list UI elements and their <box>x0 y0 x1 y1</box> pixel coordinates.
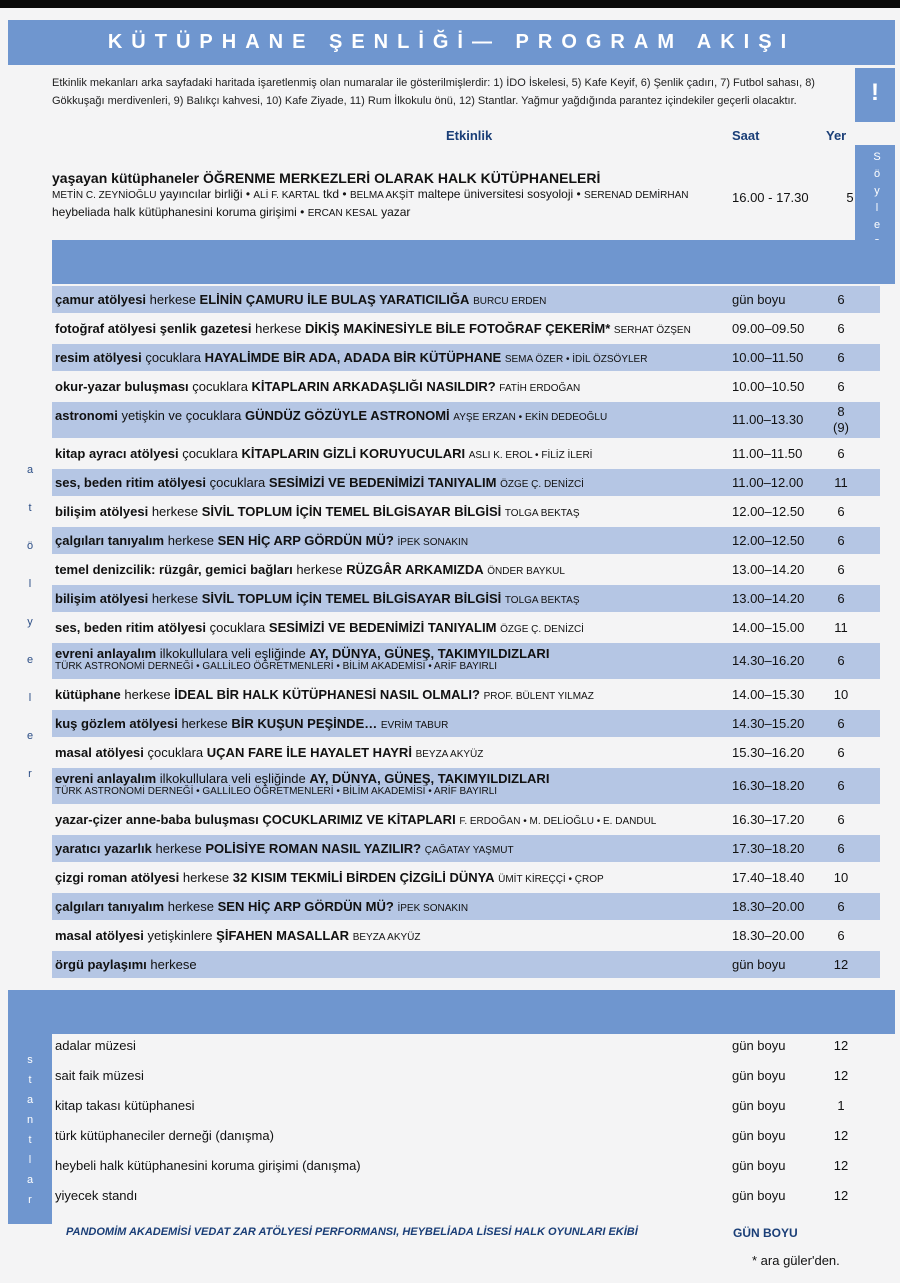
location-cell: 6 <box>837 350 845 365</box>
stand-name: sait faik müzesi <box>55 1068 144 1083</box>
audience: ilkokullulara veli eşliğinde <box>159 646 306 661</box>
activity-cell <box>55 562 725 577</box>
activity-cell <box>55 620 725 635</box>
stand-name: yiyecek standı <box>55 1188 138 1203</box>
audience: çocuklara <box>182 446 238 461</box>
side-label-atolyeler <box>8 284 52 991</box>
table-row <box>52 806 880 833</box>
location-cell: 6 <box>837 533 845 548</box>
audience: çocuklara <box>209 475 266 490</box>
side-letter: n <box>26 1114 34 1126</box>
performance-time: GÜN BOYU <box>733 1226 798 1240</box>
activity-type: ses, beden ritim atölyesi <box>55 475 207 490</box>
activity-type: çizgi roman atölyesi <box>55 870 180 885</box>
stand-row <box>52 1126 880 1156</box>
time-cell: 10.00–11.50 <box>732 350 804 365</box>
facilitator: PROF. BÜLENT YILMAZ <box>483 691 594 702</box>
audience: herkese <box>151 591 199 606</box>
activity-cell <box>55 504 725 519</box>
activity-title: KİTAPLARIN GİZLİ KORUYUCULARI <box>241 446 466 461</box>
stand-location: 12 <box>833 1068 849 1083</box>
side-letter: e <box>873 219 881 231</box>
activity-title: HAYALİMDE BİR ADA, ADADA BİR KÜTÜPHANE <box>204 350 502 365</box>
stand-name: heybeli halk kütüphanesini koruma girişimi (danışma) <box>55 1158 361 1173</box>
stand-time: gün boyu <box>732 1068 786 1083</box>
time-cell: 13.00–14.20 <box>732 591 805 606</box>
time-cell: 14.30–16.20 <box>732 653 805 668</box>
facilitator: İPEK SONAKIN <box>397 903 469 914</box>
side-letter: ö <box>873 168 881 180</box>
activity-cell <box>55 928 725 943</box>
section-divider <box>8 990 895 1034</box>
activity-cell <box>55 646 725 672</box>
stand-name: türk kütüphaneciler derneği (danışma) <box>55 1128 274 1143</box>
side-letter: e <box>26 730 34 742</box>
location-cell: 6 <box>837 812 845 827</box>
activity-cell <box>55 475 725 490</box>
activity-cell <box>55 957 725 972</box>
activity-type: çalgıları tanıyalım <box>55 533 165 548</box>
audience: yetişkinlere <box>147 928 213 943</box>
time-cell: 11.00–13.30 <box>732 412 804 427</box>
activity-title: SİVİL TOPLUM İÇİN TEMEL BİLGİSAYAR BİLGİSİ <box>201 591 502 606</box>
location-cell: 11 <box>834 620 848 635</box>
activity-type: temel denizcilik: rüzgâr, gemici bağları <box>55 562 293 577</box>
activity-title: SEN HİÇ ARP GÖRDÜN MÜ? <box>217 533 394 548</box>
audience: herkese <box>124 687 171 702</box>
page-title: KÜTÜPHANE ŞENLİĞİ— PROGRAM AKIŞI <box>8 20 895 65</box>
activity-title: ŞİFAHEN MASALLAR <box>216 928 350 943</box>
time-cell: 18.30–20.00 <box>732 899 805 914</box>
time-cell: 13.00–14.20 <box>732 562 805 577</box>
table-row <box>52 286 880 313</box>
audience: herkese <box>151 504 199 519</box>
audience: herkese <box>149 292 196 307</box>
stand-location: 12 <box>833 1188 849 1203</box>
audience: herkese <box>255 321 302 336</box>
activity-cell <box>55 841 725 856</box>
activity-cell <box>55 321 725 336</box>
time-cell: gün boyu <box>732 292 786 307</box>
time-cell: 18.30–20.00 <box>732 928 805 943</box>
table-row <box>52 498 880 525</box>
speaker-name: ALİ F. KARTAL <box>253 190 320 201</box>
speaker-role: yayıncılar birliği • <box>159 187 251 201</box>
activity-cell <box>55 350 725 365</box>
speaker-role: tkd • <box>323 187 347 201</box>
activity-title: KİTAPLARIN ARKADAŞLIĞI NASILDIR? <box>251 379 496 394</box>
audience: herkese <box>296 562 343 577</box>
activity-type: fotoğraf atölyesi şenlik gazetesi <box>55 321 252 336</box>
activity-title: AY, DÜNYA, GÜNEŞ, TAKIMYILDIZLARI <box>309 771 550 786</box>
audience: herkese <box>155 841 202 856</box>
activity-title: BİR KUŞUN PEŞİNDE… <box>231 716 378 731</box>
stand-time: gün boyu <box>732 1128 786 1143</box>
stand-location: 1 <box>837 1098 845 1113</box>
audience: çocuklara <box>145 350 201 365</box>
activity-title: POLİSİYE ROMAN NASIL YAZILIR? <box>205 841 422 856</box>
location-cell: 6 <box>837 591 845 606</box>
audience: çocuklara <box>147 745 204 760</box>
time-cell: 17.30–18.20 <box>732 841 805 856</box>
time-cell: 14.30–15.20 <box>732 716 805 731</box>
facilitator: TOLGA BEKTAŞ <box>504 595 580 606</box>
table-row <box>52 614 880 641</box>
time-cell: 11.00–11.50 <box>732 446 803 461</box>
featured-title <box>52 170 852 186</box>
audience: herkese <box>181 716 228 731</box>
activity-title: AY, DÜNYA, GÜNEŞ, TAKIMYILDIZLARI <box>309 646 550 661</box>
side-letter: S <box>873 151 881 163</box>
facilitator: BEYZA AKYÜZ <box>352 932 421 943</box>
stand-name: kitap takası kütüphanesi <box>55 1098 195 1113</box>
activity-type: çamur atölyesi <box>55 292 147 307</box>
location-cell: 6 <box>837 745 845 760</box>
stand-name: adalar müzesi <box>55 1038 136 1053</box>
time-cell: 12.00–12.50 <box>732 504 805 519</box>
activity-title: DİKİŞ MAKİNESİYLE BİLE FOTOĞRAF ÇEKERİM* <box>305 321 611 336</box>
location-cell: 6 <box>837 504 845 519</box>
activity-cell <box>55 687 725 702</box>
facilitator: AYŞE ERZAN • EKİN DEDEOĞLU <box>453 412 608 423</box>
activity-type: masal atölyesi <box>55 928 144 943</box>
time-cell: 17.40–18.40 <box>732 870 805 885</box>
speaker-role: yazar <box>381 205 411 219</box>
facilitator: ÖNDER BAYKUL <box>487 566 565 577</box>
activity-title: SESİMİZİ VE BEDENİMİZİ TANIYALIM <box>268 620 497 635</box>
side-letter: t <box>28 502 32 514</box>
activity-title: ELİNİN ÇAMURU İLE BULAŞ YARATICILIĞA <box>199 292 470 307</box>
stand-location: 12 <box>833 1158 849 1173</box>
facilitator: ÜMİT KİREÇÇİ • ÇROP <box>498 874 604 885</box>
stand-row <box>52 1156 880 1186</box>
location-cell: 6 <box>837 379 845 394</box>
audience: yetişkin ve çocuklara <box>121 408 242 423</box>
activity-title: GÜNDÜZ GÖZÜYLE ASTRONOMİ <box>245 408 450 423</box>
location-cell: 6 <box>837 446 845 461</box>
speaker-name: METİN C. ZEYNİOĞLU <box>52 190 157 201</box>
audience: çocuklara <box>209 620 266 635</box>
side-letter: a <box>26 1174 34 1186</box>
time-cell: 10.00–10.50 <box>732 379 805 394</box>
activity-type: resim atölyesi <box>55 350 142 365</box>
stand-row <box>52 1066 880 1096</box>
activity-type: evreni anlayalım <box>55 771 157 786</box>
speaker-role: maltepe üniversitesi sosyoloji • <box>417 187 581 201</box>
location-cell: 6 <box>837 653 845 668</box>
audience: ilkokullulara veli eşliğinde <box>159 771 306 786</box>
audience: herkese <box>182 870 230 885</box>
activity-cell <box>55 446 725 461</box>
location-cell: 6 <box>837 899 845 914</box>
activity-title: SİVİL TOPLUM İÇİN TEMEL BİLGİSAYAR BİLGİSİ <box>201 504 502 519</box>
activity-title: UÇAN FARE İLE HAYALET HAYRİ <box>206 745 412 760</box>
table-row <box>52 402 880 438</box>
activity-type: kuş gözlem atölyesi <box>55 716 178 731</box>
stand-location: 12 <box>833 1038 849 1053</box>
activity-type: yazar-çizer anne-baba buluşması <box>55 812 259 827</box>
facilitator: BEYZA AKYÜZ <box>415 749 484 760</box>
featured-speakers <box>52 186 732 222</box>
activity-type: kitap ayracı atölyesi <box>55 446 179 461</box>
facilitator: ÖZGE Ç. DENİZCİ <box>500 624 584 635</box>
side-letter: y <box>874 185 880 197</box>
activity-cell <box>55 745 725 760</box>
performance-note: PANDOMİM AKADEMİSİ VEDAT ZAR ATÖLYESİ PERFORMANSI, HEYBELİADA LİSESİ HALK OYUNLARI EKİBİ <box>66 1226 638 1238</box>
column-header-time: Saat <box>732 128 760 143</box>
activity-type: çalgıları tanıyalım <box>55 899 165 914</box>
side-letter: a <box>26 464 34 476</box>
activity-type: astronomi <box>55 408 118 423</box>
table-row <box>52 710 880 737</box>
facilitator: F. ERDOĞAN • M. DELİOĞLU • E. DANDUL <box>459 816 657 827</box>
photo-credit: * ara güler'den. <box>752 1253 840 1268</box>
activity-cell <box>55 591 725 606</box>
activity-cell <box>55 899 725 914</box>
exclamation-badge: ! <box>855 68 895 122</box>
facilitator: ÇAĞATAY YAŞMUT <box>424 845 514 856</box>
activity-type: ses, beden ritim atölyesi <box>55 620 207 635</box>
section-divider <box>52 240 895 284</box>
facilitator: TOLGA BEKTAŞ <box>504 508 580 519</box>
time-cell: 14.00–15.00 <box>732 620 805 635</box>
facilitator: ÖZGE Ç. DENİZCİ <box>500 479 584 490</box>
side-letter: l <box>28 692 32 704</box>
location-cell: 11 <box>834 475 848 490</box>
location-cell: 6 <box>837 778 845 793</box>
facilitator: BURCU ERDEN <box>473 296 547 307</box>
speaker-name: SERENAD DEMİRHAN <box>584 190 689 201</box>
activity-cell <box>55 771 725 797</box>
activity-cell <box>55 870 725 885</box>
activity-cell <box>55 533 725 548</box>
activity-type: bilişim atölyesi <box>55 591 149 606</box>
time-cell: 16.30–17.20 <box>732 812 805 827</box>
side-letter: y <box>27 616 33 628</box>
side-letter: a <box>26 1094 34 1106</box>
stand-row <box>52 1186 880 1216</box>
location-cell: 10 <box>833 870 849 885</box>
facilitator: SEMA ÖZER • İDİL ÖZSÖYLER <box>504 354 648 365</box>
venue-note: Etkinlik mekanları arka sayfadaki haritada işaretlenmiş olan numaralar ile gösterilmişlerdir: 1) İDO İskelesi, 5) Kafe Keyif, 6) Şenlik çadırı, 7) Futbol sahası, 8) Gökkuşağı merdivenleri, 9) Balıkçı kahvesi, 10) Kafe Ziyade, 11) Rum İlkokulu önü, 12) Stantlar. Yağmur yağdığında parantez içindekiler geçerli olacaktır. <box>52 77 815 107</box>
activity-cell <box>55 292 725 307</box>
facilitator: EVRİM TABUR <box>380 720 449 731</box>
activity-title: SEN HİÇ ARP GÖRDÜN MÜ? <box>217 899 394 914</box>
location-cell: 6 <box>837 716 845 731</box>
location-cell: 10 <box>833 687 849 702</box>
table-row <box>52 527 880 554</box>
stand-time: gün boyu <box>732 1098 786 1113</box>
stand-list <box>52 1036 880 1216</box>
audience: çocuklara <box>192 379 248 394</box>
side-letter: l <box>28 1154 32 1166</box>
location-cell: 12 <box>833 957 849 972</box>
activity-type: yaratıcı yazarlık <box>55 841 152 856</box>
time-cell: gün boyu <box>732 957 786 972</box>
table-row <box>52 739 880 766</box>
side-letter: r <box>28 1194 32 1206</box>
featured-title-lower: yaşayan kütüphaneler <box>52 170 200 186</box>
facilitator-group: TÜRK ASTRONOMİ DERNEĞİ • GALLİLEO ÖĞRETMENLERİ • BİLİM AKADEMİSİ • ARİF BAYIRLI <box>55 786 498 797</box>
side-letter: s <box>27 1054 33 1066</box>
top-border <box>0 0 900 8</box>
location-cell: 8 <box>837 404 845 419</box>
location-cell: 6 <box>837 562 845 577</box>
activity-title: SESİMİZİ VE BEDENİMİZİ TANIYALIM <box>268 475 497 490</box>
table-row <box>52 893 880 920</box>
column-header-activity: Etkinlik <box>446 128 493 143</box>
audience: herkese <box>150 957 197 972</box>
featured-location: 5 <box>846 190 854 205</box>
time-cell: 11.00–12.00 <box>732 475 804 490</box>
side-letter: l <box>875 202 879 214</box>
time-cell: 15.30–16.20 <box>732 745 805 760</box>
audience: herkese <box>167 533 214 548</box>
table-row <box>52 315 880 342</box>
table-row <box>52 373 880 400</box>
activity-cell <box>55 379 725 394</box>
stand-time: gün boyu <box>732 1158 786 1173</box>
speaker-name: ERCAN KESAL <box>307 208 378 219</box>
activity-cell <box>55 812 725 827</box>
activity-title: ÇOCUKLARIMIZ VE KİTAPLARI <box>262 812 456 827</box>
location-cell: 6 <box>837 321 845 336</box>
stand-row <box>52 1036 880 1066</box>
table-row <box>52 585 880 612</box>
table-row <box>52 835 880 862</box>
stand-row <box>52 1096 880 1126</box>
column-header-location: Yer <box>826 128 847 143</box>
facilitator: İPEK SONAKIN <box>397 537 469 548</box>
side-letter: ö <box>26 540 34 552</box>
table-row <box>52 344 880 371</box>
time-cell: 14.00–15.30 <box>732 687 805 702</box>
activity-title: RÜZGÂR ARKAMIZDA <box>346 562 484 577</box>
featured-time: 16.00 - 17.30 <box>732 190 809 205</box>
location-cell: 6 <box>837 928 845 943</box>
stand-time: gün boyu <box>732 1038 786 1053</box>
workshop-list <box>52 286 880 980</box>
facilitator: ASLI K. EROL • FİLİZ İLERİ <box>468 450 593 461</box>
table-row <box>52 864 880 891</box>
table-row <box>52 681 880 708</box>
side-letter: t <box>28 1074 32 1086</box>
activity-type: bilişim atölyesi <box>55 504 149 519</box>
audience: herkese <box>167 899 214 914</box>
location-cell: 6 <box>837 841 845 856</box>
location-alt-cell: (9) <box>833 420 849 435</box>
stand-location: 12 <box>833 1128 849 1143</box>
featured-title-upper: ÖĞRENME MERKEZLERİ OLARAK HALK KÜTÜPHANELERİ <box>202 170 601 186</box>
table-row <box>52 922 880 949</box>
stand-time: gün boyu <box>732 1188 786 1203</box>
activity-title: İDEAL BİR HALK KÜTÜPHANESİ NASIL OLMALI? <box>174 687 480 702</box>
side-letter: e <box>26 654 34 666</box>
time-cell: 09.00–09.50 <box>732 321 805 336</box>
activity-type: masal atölyesi <box>55 745 144 760</box>
table-row <box>52 768 880 804</box>
activity-title: 32 KISIM TEKMİLİ BİRDEN ÇİZGİLİ DÜNYA <box>232 870 495 885</box>
time-cell: 12.00–12.50 <box>732 533 805 548</box>
table-row <box>52 556 880 583</box>
featured-talk <box>52 170 852 222</box>
activity-type: okur-yazar buluşması <box>55 379 189 394</box>
time-cell: 16.30–18.20 <box>732 778 805 793</box>
side-label-standlar <box>8 1034 52 1224</box>
facilitator-group: TÜRK ASTRONOMİ DERNEĞİ • GALLİLEO ÖĞRETMENLERİ • BİLİM AKADEMİSİ • ARİF BAYIRLI <box>55 661 498 672</box>
speaker-name: BELMA AKŞİT <box>349 190 415 201</box>
facilitator: SERHAT ÖZŞEN <box>613 325 691 336</box>
facilitator: FATİH ERDOĞAN <box>499 383 581 394</box>
activity-type: örgü paylaşımı <box>55 957 147 972</box>
table-row <box>52 469 880 496</box>
speaker-role: heybeliada halk kütüphanesini koruma girişimi • <box>52 205 305 219</box>
side-letter: l <box>28 578 32 590</box>
table-row <box>52 951 880 978</box>
location-cell: 6 <box>837 292 845 307</box>
activity-type: kütüphane <box>55 687 121 702</box>
side-letter: r <box>28 768 32 780</box>
activity-cell <box>55 716 725 731</box>
activity-type: evreni anlayalım <box>55 646 157 661</box>
table-row <box>52 440 880 467</box>
activity-cell <box>55 408 725 423</box>
table-row <box>52 643 880 679</box>
side-letter: t <box>28 1134 32 1146</box>
